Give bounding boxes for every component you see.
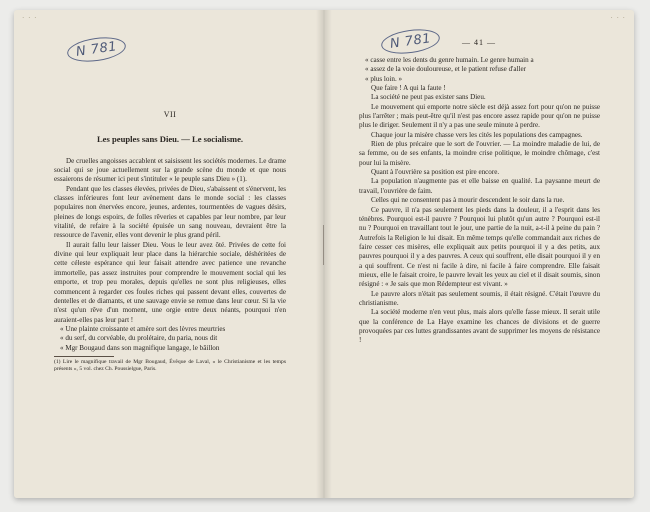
page-edge-wear: · · · [610,14,626,22]
paragraph: Il aurait fallu leur laisser Dieu. Vous le leur avez ôté. Privées de cette foi divine qui leur expliquait leur place dans la hiérarchie sociale, déshéritées de cette céleste espérance qui leur faisait attendre avec patience une revanche immortelle, pas assez instruites pour comprendre le mouvement social qui les emporte, et trop peu morales, depuis qu'elles ne sont plus religieuses, elles commencent à regarder ces foules riches qui passent devant elles, couvertes de dentelles et de diamants, et une sauvage envie se remue dans leur cœur. Si la vie n'est qu'un rêve d'un moment, une orgie entre deux néants, pourquoi n'en auraient-elles pas leur part ! [54,240,286,324]
footnote: (1) Lire le magnifique travail de Mgr Bougaud, Évêque de Laval, « le Christianisme et les temps présents », 5 vol. chez Ch. Poussielgue, Paris. [54,358,286,372]
quote-line: « Mgr Bougaud dans son magnifique langage, le bâillon [60,343,220,352]
paragraph: Le mouvement qui emporte notre siècle est déjà assez fort pour qu'on ne puisse plus l'arrêter ; mais peut-être qu'il n'est pas encore assez rapide pour qu'on ne puisse plus le diriger. Seulement il n'y a pas une seule minute à perdre. [359,102,600,130]
paragraph: La société moderne n'en veut plus, mais alors qu'elle fasse mieux. Il serait utile que la conférence de La Haye examine les chances de divisions et de guerre provoquées par ces luttes grandissantes avant de supprimer les moyens de résistance ! [359,308,600,345]
book-gutter [316,10,332,498]
paragraph: Rien de plus précaire que le sort de l'ouvrier. — La moindre maladie de lui, de sa femme, ou de ses enfants, la moindre crise politique, le moindre chômage, c'est pour lui la misère. [359,140,600,167]
paragraph: Quant à l'ouvrière sa position est pire encore. [371,168,500,177]
paragraph: Celles qui ne consentent pas à mourir descendent le soir dans la rue. [371,196,565,205]
chapter-number: VII [163,110,177,119]
paragraph: Que faire ! A qui la faute ! [371,84,446,93]
left-page-text [54,110,286,373]
binding-thread [323,225,324,265]
paragraph: Pendant que les classes élevées, privées de Dieu, s'abaissent et s'énervent, les classes inférieures font leur avènement dans le monde social : les classes populaires non énervées encore, jeunes, ardentes, tourmentées de vagues désirs, pleines de longs espoirs, de folles rêveries et capables par leur nombre, par leur vitalité, de refaire à la société épuisée un sang nouveau, devraient être la ressource de l'avenir, elles vont devenir le plus grand péril. [54,184,286,240]
paragraph: De cruelles angoisses accablent et saisissent les sociétés modernes. Le drame social qui se joue actuellement sur la grande scène du monde et que nous essaierons de résumer ici peut s'intituler « le peuple sans Dieu » (1). [54,156,286,184]
right-page-text [359,56,600,346]
quote-line: « du serf, du corvéable, du prolétaire, du paria, nous dit [60,334,218,343]
paragraph: La population n'augmente pas et elle baisse en qualité. La paysanne meurt de travail, l'ouvrière de faim. [359,177,600,195]
inventory-stamp-left: N 781 [66,34,128,65]
right-page [324,10,634,498]
quote-line: « casse entre les dents du genre humain. Le genre humain a [365,56,534,64]
quote-line: « Une plainte croissante et amère sort des lèvres meurtries [60,324,226,333]
inventory-stamp-right: N 781 [380,26,442,57]
paragraph: Chaque jour la misère chasse vers les cités les populations des campagnes. [371,130,583,139]
open-book [14,10,634,498]
paragraph: Le pauvre alors n'était pas seulement soumis, il était résigné. C'était l'œuvre du christianisme. [359,289,600,307]
quote-line: « assez de la voie douloureuse, et le patient refuse d'aller [365,65,527,74]
page-number: — 41 — [462,38,496,47]
left-page [14,10,324,498]
footnote-rule [54,356,114,357]
quote-line: « plus loin. » [365,74,403,83]
paragraph: La société ne peut pas exister sans Dieu. [371,93,486,102]
chapter-heading: Les peuples sans Dieu. — Le socialisme. [96,134,244,145]
paragraph: Ce pauvre, il n'a pas seulement les pieds dans la douleur, il a l'esprit dans les ténèbres. Pourquoi est-il pauvre ? Pourquoi lui plutôt qu'un autre ? Pourquoi est-il nu ? Pourquoi en travaillant tout le jour, une partie de la nuit, a-t-il à peine du pain ? Autrefois la Religion le lui disait. En même temps qu'elle commandait aux riches de faire cesser ces misères, elle expliquait aux petits pourquoi il y a des petits, aux pauvres pourquoi il y a des pauvres. A ceux qui souffrent, elle disait pourquoi il y en a qui souffrent. Ce n'est ni facile à dire, ni facile à faire comprendre. Elle faisait mieux, elle le faisait croire, le pauvre levait les yeux au ciel et il disait soumis, sinon résigné : « Je sais que mon Rédempteur est vivant. » [359,205,600,289]
page-edge-wear: · · · [22,14,38,22]
